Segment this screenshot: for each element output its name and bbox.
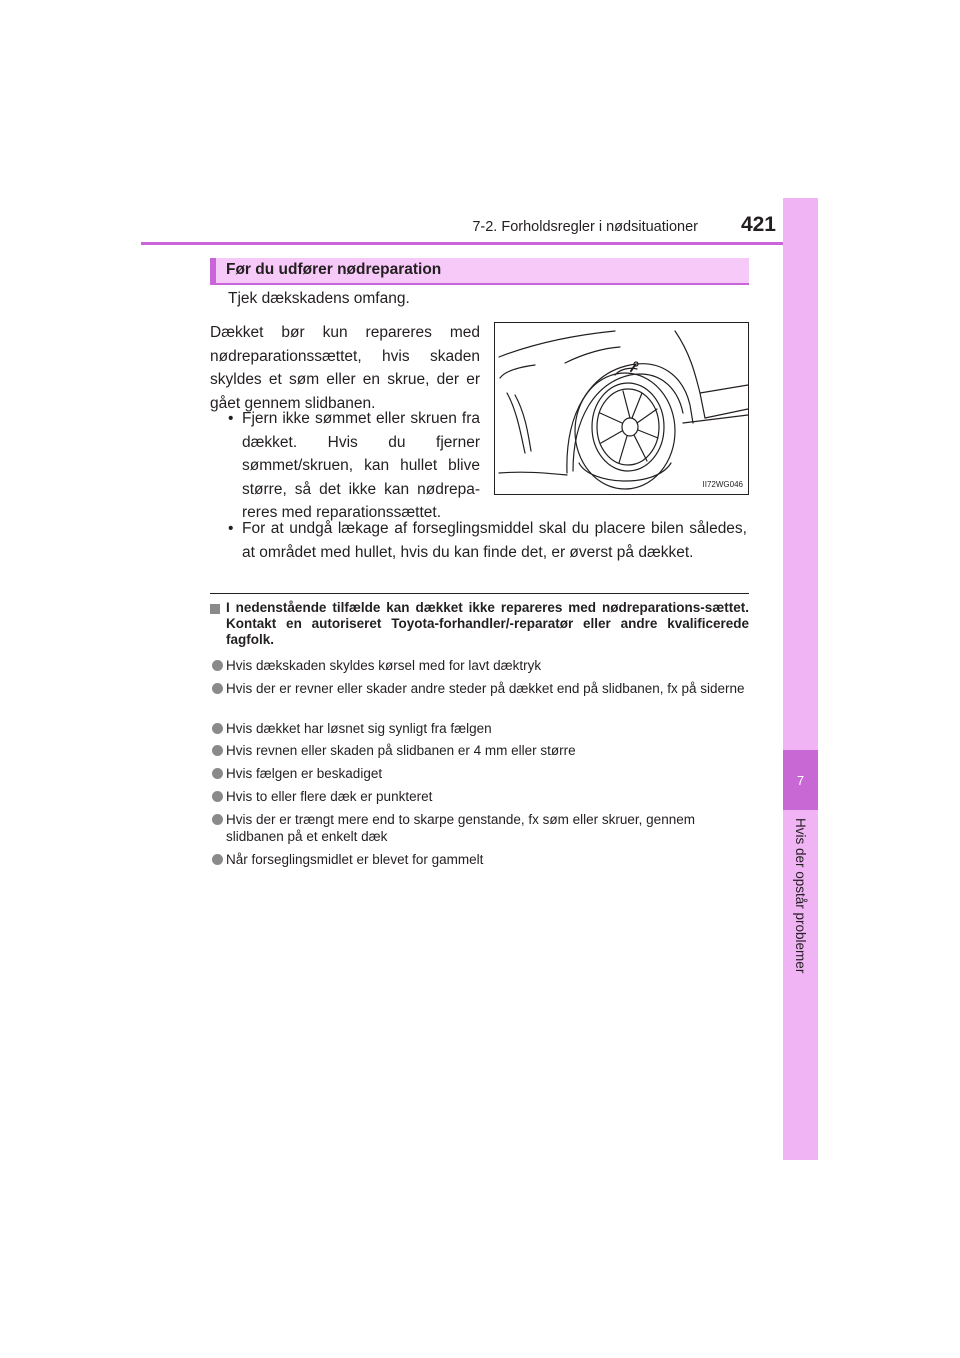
note-square-icon <box>210 604 220 614</box>
list-item-text: Hvis der er trængt mere end to skarpe genstande, fx søm eller skruer, gennem slidbanen på et enkelt dæk <box>226 812 695 844</box>
chapter-label <box>783 810 818 1160</box>
list-item <box>210 766 750 783</box>
list-item <box>228 517 747 564</box>
bullet-circle-icon <box>212 683 223 694</box>
list-item <box>210 681 750 698</box>
list-item-text: Hvis dækket har løsnet sig synligt fra fælgen <box>226 721 492 736</box>
bullet-circle-icon <box>212 660 223 671</box>
bullet-dot-icon: • <box>228 520 234 537</box>
header-rule <box>141 242 818 245</box>
list-item <box>210 812 750 845</box>
flat-tire-illustration <box>494 322 749 495</box>
list-item-text: Når forseglingsmidlet er blevet for gammelt <box>226 852 484 867</box>
list-item-text: Hvis revnen eller skaden på slidbanen er 4 mm eller større <box>226 743 576 758</box>
list-item <box>210 852 750 869</box>
section-heading-accent <box>210 258 216 283</box>
section-divider <box>210 593 749 594</box>
list-item-text: Hvis dækskaden skyldes kørsel med for lavt dæktryk <box>226 658 542 673</box>
list-item-text: Hvis to eller flere dæk er punkteret <box>226 789 433 804</box>
bullet-circle-icon <box>212 854 223 865</box>
side-tab-upper <box>783 198 818 750</box>
bullet-text: For at undgå lækage af forseglingsmiddel skal du placere bilen således, at området med hullet, hvis du kan finde det, er øverst på dækket. <box>242 520 747 561</box>
list-item-text: Hvis der er revner eller skader andre steder på dækket end på slidbanen, fx på siderne <box>226 681 745 696</box>
body-paragraph: Dækket bør kun repareres med nødreparationssættet, hvis skaden skyldes et søm eller en skrue, der er gået gennem slidbanen. <box>210 324 480 412</box>
intro-text: Tjek dækskadens omfang. <box>228 290 410 307</box>
list-item <box>228 407 480 525</box>
bullet-text: Fjern ikke sømmet eller skruen fra dækket. Hvis du fjerner sømmet/skruen, kan hullet blive større, så det ikke kan nødrepa-reres med reparationssættet. <box>242 410 480 522</box>
chapter-number-tab[interactable]: 7 <box>783 750 818 810</box>
bullet-circle-icon <box>212 814 223 825</box>
list-item <box>210 789 750 806</box>
chapter-label-text: Hvis der opstår problemer <box>793 818 808 974</box>
note-heading: I nedenstående tilfælde kan dækket ikke repareres med nødreparations-sættet. Kontakt en autoriseret Toyota-forhandler/-reparatør eller andre kvalificerede fagfolk. <box>226 600 749 648</box>
list-item <box>210 658 750 675</box>
car-wheel-drawing <box>495 323 748 494</box>
bullet-circle-icon <box>212 723 223 734</box>
figure-code: II72WG046 <box>702 480 743 489</box>
bullet-dot-icon: • <box>228 410 234 427</box>
list-item <box>210 721 750 738</box>
bullet-circle-icon <box>212 745 223 756</box>
bullet-circle-icon <box>212 768 223 779</box>
list-item <box>210 743 750 760</box>
bullet-circle-icon <box>212 791 223 802</box>
list-item-text: Hvis fælgen er beskadiget <box>226 766 383 781</box>
section-heading-bar <box>210 258 749 285</box>
page-number: 421 <box>740 213 776 236</box>
header-section-title: 7-2. Forholdsregler i nødsituationer <box>472 219 698 235</box>
section-title: Før du udfører nødreparation <box>226 261 442 278</box>
